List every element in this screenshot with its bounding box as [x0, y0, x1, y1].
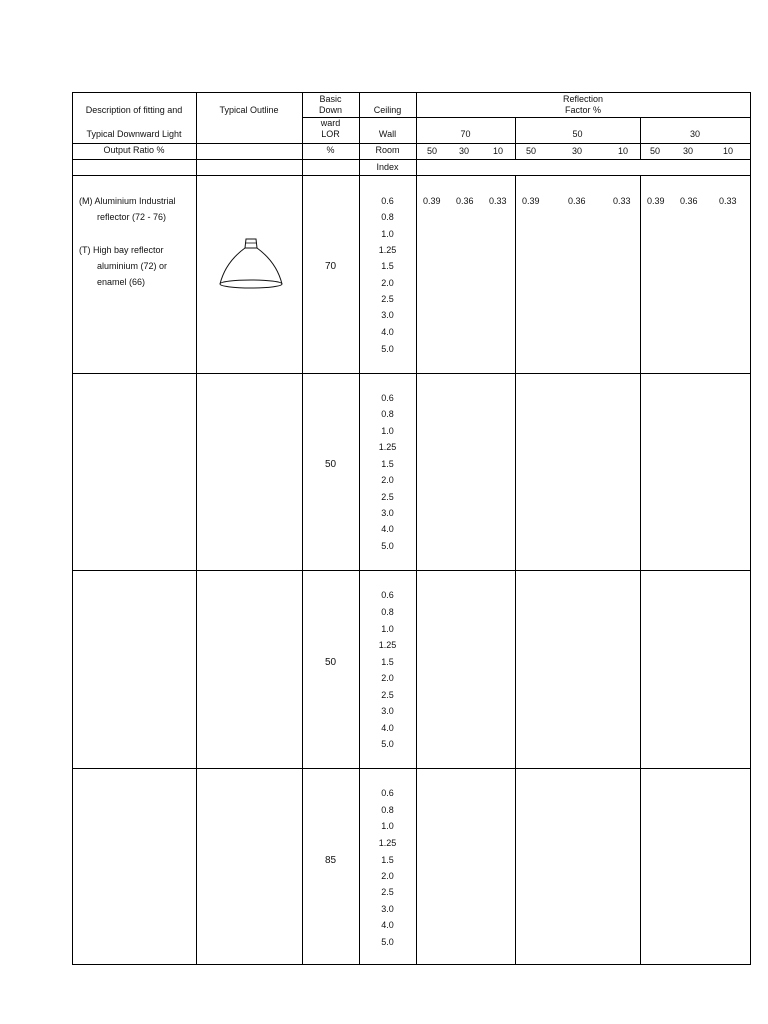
room-index-value: 2.0 — [381, 871, 394, 881]
wall-value: 30 — [683, 146, 694, 156]
fitting-description-line: (M) Aluminium Industrial — [79, 196, 176, 206]
header-reflection-line2: Factor % — [564, 105, 601, 115]
lor-value: 70 — [324, 261, 337, 272]
table-border-bottom — [72, 964, 751, 965]
room-index-value: 1.25 — [378, 245, 397, 255]
room-index-value: 3.0 — [381, 904, 394, 914]
room-index-value: 1.0 — [381, 624, 394, 634]
uf-value: 0.36 — [680, 196, 698, 206]
room-index-value: 1.25 — [378, 838, 397, 848]
header-lor-line3: ward — [320, 118, 341, 128]
room-index-value: 0.6 — [381, 196, 394, 206]
table-border-right — [750, 92, 751, 965]
room-index-value: 4.0 — [381, 327, 394, 337]
header-rule-3 — [72, 143, 751, 144]
section-divider-2 — [72, 570, 751, 571]
header-ceiling: Ceiling — [373, 105, 402, 115]
wall-value: 10 — [723, 146, 734, 156]
room-index-value: 0.8 — [381, 607, 394, 617]
col-rule-lor — [302, 92, 303, 965]
uf-value: 0.36 — [568, 196, 586, 206]
lor-value: 50 — [324, 459, 337, 470]
col-rule-ceiling-30-body — [640, 175, 641, 965]
header-description-line1: Description of fitting and — [85, 105, 183, 115]
uf-value: 0.33 — [719, 196, 737, 206]
room-index-value: 1.25 — [378, 640, 397, 650]
room-index-value: 4.0 — [381, 920, 394, 930]
header-lor-line4: LOR — [321, 129, 340, 139]
table-border-top — [72, 92, 751, 93]
room-index-value: 1.5 — [381, 855, 394, 865]
fitting-description-line: enamel (66) — [97, 277, 146, 287]
uf-value: 0.39 — [647, 196, 665, 206]
section-divider-3 — [72, 768, 751, 769]
col-rule-outline — [196, 92, 197, 965]
ceiling-value-30: 30 — [689, 129, 700, 139]
header-rule-4 — [72, 159, 751, 160]
room-index-value: 0.8 — [381, 805, 394, 815]
room-index-value: 5.0 — [381, 937, 394, 947]
header-wall: Wall — [378, 129, 397, 139]
uf-value: 0.36 — [456, 196, 474, 206]
wall-value: 30 — [572, 146, 583, 156]
header-lor-line2: Down — [318, 105, 342, 115]
room-index-value: 1.0 — [381, 426, 394, 436]
room-index-value: 4.0 — [381, 723, 394, 733]
room-index-value: 2.0 — [381, 278, 394, 288]
header-room: Room — [375, 145, 400, 155]
lor-value: 85 — [324, 855, 337, 866]
room-index-value: 0.6 — [381, 393, 394, 403]
room-index-value: 1.0 — [381, 821, 394, 831]
room-index-value: 2.5 — [381, 294, 394, 304]
room-index-value: 1.25 — [378, 442, 397, 452]
room-index-value: 0.6 — [381, 788, 394, 798]
fitting-description-line: aluminium (72) or — [97, 261, 168, 271]
header-index: Index — [376, 162, 399, 172]
industrial-reflector-lamp-icon — [216, 236, 286, 292]
room-index-value: 1.5 — [381, 657, 394, 667]
room-index-value: 4.0 — [381, 524, 394, 534]
room-index-value: 1.5 — [381, 459, 394, 469]
ceiling-value-70: 70 — [460, 129, 471, 139]
room-index-value: 2.0 — [381, 475, 394, 485]
fitting-description-line: (T) High bay reflector — [79, 245, 164, 255]
room-index-value: 2.5 — [381, 690, 394, 700]
col-rule-ceiling-50-body — [515, 175, 516, 965]
table-border-left — [72, 92, 73, 965]
uf-value: 0.33 — [489, 196, 507, 206]
wall-value: 30 — [459, 146, 470, 156]
room-index-value: 3.0 — [381, 706, 394, 716]
header-rule-5 — [72, 175, 751, 176]
header-rule-2 — [416, 117, 751, 118]
header-lor-unit: % — [326, 145, 335, 155]
room-index-value: 2.0 — [381, 673, 394, 683]
header-reflection-line1: Reflection — [562, 94, 604, 104]
header-description-line2: Typical Downward Light — [86, 129, 182, 139]
room-index-value: 0.8 — [381, 409, 394, 419]
wall-value: 50 — [427, 146, 438, 156]
room-index-value: 1.5 — [381, 261, 394, 271]
section-divider-1 — [72, 373, 751, 374]
room-index-value: 0.8 — [381, 212, 394, 222]
wall-value: 50 — [526, 146, 537, 156]
room-index-value: 5.0 — [381, 344, 394, 354]
header-description-line3: Output Ratio % — [103, 145, 165, 155]
uf-value: 0.39 — [423, 196, 441, 206]
room-index-value: 1.0 — [381, 229, 394, 239]
wall-value: 10 — [493, 146, 504, 156]
room-index-value: 5.0 — [381, 541, 394, 551]
lor-value: 50 — [324, 657, 337, 668]
room-index-value: 5.0 — [381, 739, 394, 749]
col-rule-reflection — [416, 92, 417, 965]
uf-value: 0.39 — [522, 196, 540, 206]
header-lor-line1: Basic — [319, 94, 342, 104]
room-index-value: 2.5 — [381, 492, 394, 502]
ceiling-value-50: 50 — [572, 129, 583, 139]
wall-value: 50 — [650, 146, 661, 156]
uf-value: 0.33 — [613, 196, 631, 206]
room-index-value: 2.5 — [381, 887, 394, 897]
fitting-description-line: reflector (72 - 76) — [97, 212, 167, 222]
header-typical-outline: Typical Outline — [219, 105, 279, 115]
wall-value: 10 — [618, 146, 629, 156]
room-index-value: 3.0 — [381, 310, 394, 320]
room-index-value: 0.6 — [381, 590, 394, 600]
room-index-value: 3.0 — [381, 508, 394, 518]
